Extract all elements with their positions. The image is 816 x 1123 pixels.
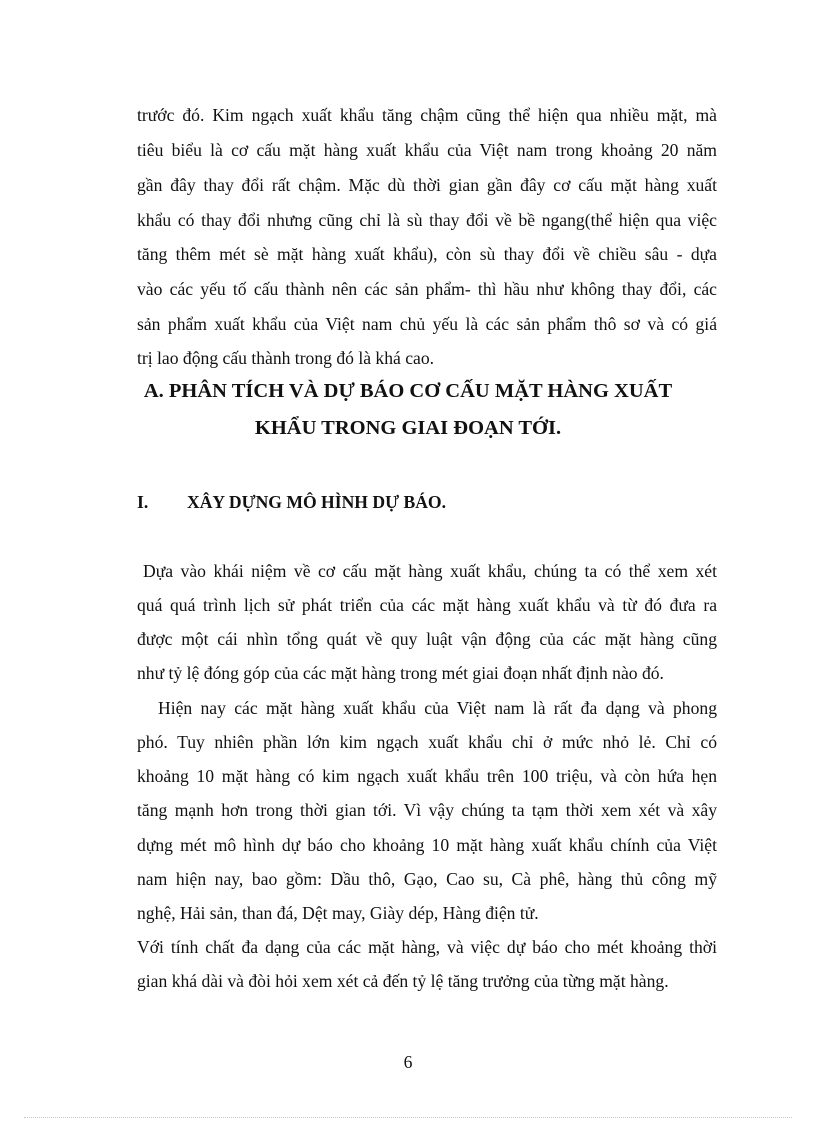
paragraph-line: vào các yếu tố cấu thành nên các sản phẩm- thì hầu như không thay đổi, các xyxy=(137,279,717,299)
paragraph-line: được một cái nhìn tổng quát về quy luật vận động của các mặt hàng cũng xyxy=(137,629,717,649)
paragraph-line: gần đây thay đổi rất chậm. Mặc dù thời gian gần đây cơ cấu mặt hàng xuất xyxy=(137,175,717,195)
paragraph-line: tăng mạnh hơn trong thời gian tới. Vì vậy chúng ta tạm thời xem xét và xây xyxy=(137,800,717,820)
paragraph-line: trước đó. Kim ngạch xuất khẩu tăng chậm cũng thể hiện qua nhiều mặt, mà xyxy=(137,105,717,125)
page-number: 6 xyxy=(403,1052,413,1072)
section-heading xyxy=(137,490,446,514)
paragraph-line: gian khá dài và đòi hỏi xem xét cả đến tỷ lệ tăng trưởng của từng mặt hàng. xyxy=(137,971,669,991)
paragraph-line: nghệ, Hải sản, than đá, Dệt may, Giày dép, Hàng điện tử. xyxy=(137,903,539,923)
paragraph-line: như tỷ lệ đóng góp của các mặt hàng trong mét giai đoạn nhất định nào đó. xyxy=(137,663,664,683)
paragraph-line: trị lao động cấu thành trong đó là khá cao. xyxy=(137,348,435,368)
paragraph-line: quá quá trình lịch sử phát triển của các mặt hàng xuất khẩu và từ đó đưa ra xyxy=(137,595,717,615)
paragraph-line: nam hiện nay, bao gồm: Dầu thô, Gạo, Cao su, Cà phê, hàng thủ công mỹ xyxy=(137,869,717,889)
paragraph-line: khẩu có thay đổi nhưng cũng chỉ là sù thay đổi về bề ngang(thể hiện qua việc xyxy=(137,210,717,230)
paragraph-line: tăng thêm mét sè mặt hàng xuất khẩu), còn sù thay đổi về chiều sâu - dựa xyxy=(137,244,717,264)
paragraph-line: khoảng 10 mặt hàng có kim ngạch xuất khẩu trên 100 triệu, và còn hứa hẹn xyxy=(137,766,717,786)
heading-line: KHẨU TRONG GIAI ĐOẠN TỚI. xyxy=(254,417,562,439)
heading-line: A. PHÂN TÍCH VÀ DỰ BÁO CƠ CẤU MẶT HÀNG XUẤT xyxy=(143,380,673,402)
paragraph-line: tiêu biểu là cơ cấu mặt hàng xuất khẩu của Việt nam trong khoảng 20 năm xyxy=(137,140,717,160)
paragraph-line: Dựa vào khái niệm về cơ cấu mặt hàng xuất khẩu, chúng ta có thể xem xét xyxy=(143,561,717,581)
paragraph-line: dựng mét mô hình dự báo cho khoảng 10 mặt hàng xuất khẩu chính của Việt xyxy=(137,835,717,855)
page-edge-divider xyxy=(24,1117,792,1118)
paragraph-line: sản phẩm xuất khẩu của Việt nam chủ yếu là các sản phẩm thô sơ và có giá xyxy=(137,314,717,334)
paragraph-line: Với tính chất đa dạng của các mặt hàng, và việc dự báo cho mét khoảng thời xyxy=(137,937,717,957)
paragraph-line: phó. Tuy nhiên phần lớn kim ngạch xuất khẩu chỉ ở mức nhỏ lẻ. Chỉ có xyxy=(137,732,717,752)
paragraph-line: Hiện nay các mặt hàng xuất khẩu của Việt nam là rất đa dạng và phong xyxy=(158,698,717,718)
section-number: I. xyxy=(137,492,149,512)
section-title: XÂY DỰNG MÔ HÌNH DỰ BÁO. xyxy=(187,492,447,512)
